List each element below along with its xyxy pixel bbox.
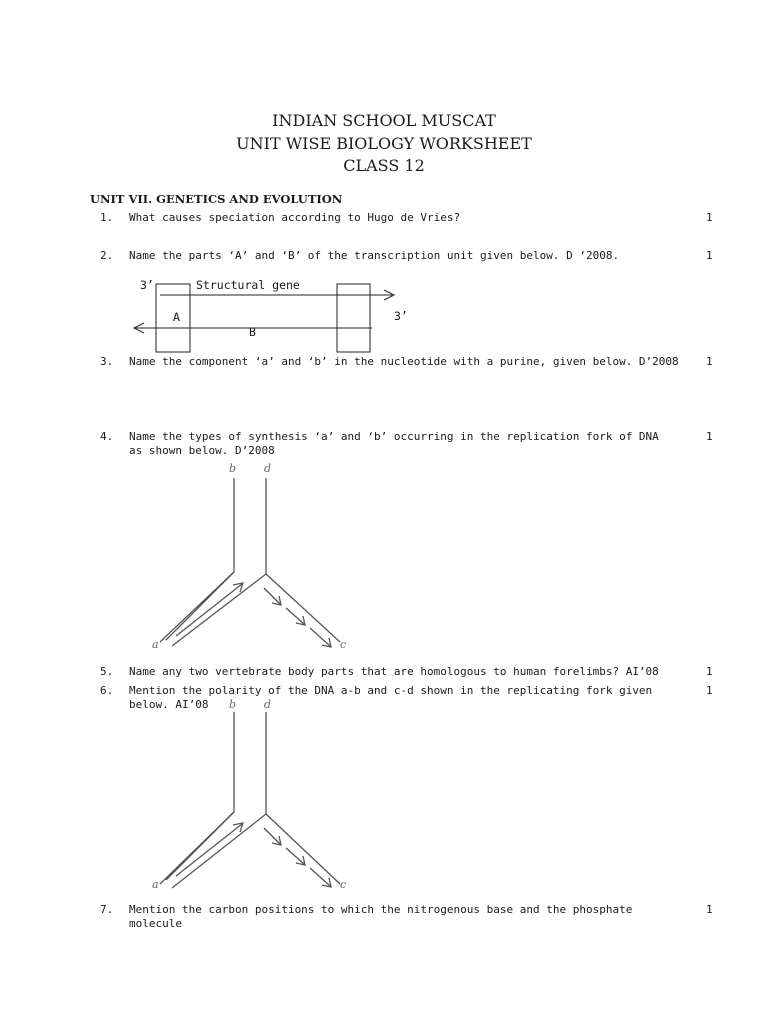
question-text: What causes speciation according to Hugo de Vries? xyxy=(129,211,461,224)
question-marks: 1 xyxy=(706,665,713,678)
question-text: Name the component ‘a’ and ‘b’ in the nucleotide with a purine, given below. D’2008 xyxy=(129,355,679,368)
question-text: Name the types of synthesis ‘a’ and ‘b’ occurring in the replication fork of DNA as shown below. D’2008 xyxy=(129,430,659,457)
class-label: CLASS 12 xyxy=(343,156,425,175)
question-text: Mention the polarity of the DNA a-b and c-d shown in the replicating fork given below. AI’08 xyxy=(129,684,653,711)
worksheet-title: UNIT WISE BIOLOGY WORKSHEET xyxy=(236,134,532,153)
question-text: Mention the carbon positions to which the nitrogenous base and the phosphate molecule xyxy=(129,903,633,930)
fork-label-c: c xyxy=(340,878,347,891)
question-marks: 1 xyxy=(706,903,713,916)
fork-label-c: c xyxy=(340,638,347,651)
question-marks: 1 xyxy=(706,355,713,368)
question-number: 1. xyxy=(100,211,114,224)
fork-label-b: b xyxy=(229,462,237,475)
question-number: 7. xyxy=(100,903,114,916)
question-marks: 1 xyxy=(706,211,713,224)
fork-label-a: a xyxy=(152,878,159,891)
question-number: 6. xyxy=(100,684,114,697)
label-3-prime-left: 3’ xyxy=(140,278,154,292)
fork-label-d: d xyxy=(264,462,272,475)
label-b: B xyxy=(249,325,256,339)
school-name: INDIAN SCHOOL MUSCAT xyxy=(272,111,496,130)
question-number: 2. xyxy=(100,249,114,262)
question-number: 5. xyxy=(100,665,114,678)
question-number: 3. xyxy=(100,355,114,368)
fork-label-d: d xyxy=(264,698,272,711)
question-marks: 1 xyxy=(706,684,713,697)
question-text: Name the parts ‘A’ and ‘B’ of the transcription unit given below. D ‘2008. xyxy=(129,249,620,262)
unit-title: UNIT VII. GENETICS AND EVOLUTION xyxy=(90,192,343,206)
question-marks: 1 xyxy=(706,430,713,443)
question-text: Name any two vertebrate body parts that are homologous to human forelimbs? AI’08 xyxy=(129,665,659,678)
fork-label-b: b xyxy=(229,698,237,711)
label-a: A xyxy=(173,310,180,324)
label-3-prime-right: 3’ xyxy=(394,309,408,323)
fork-label-a: a xyxy=(152,638,159,651)
label-structural-gene: Structural gene xyxy=(196,278,300,292)
question-marks: 1 xyxy=(706,249,713,262)
question-number: 4. xyxy=(100,430,114,443)
